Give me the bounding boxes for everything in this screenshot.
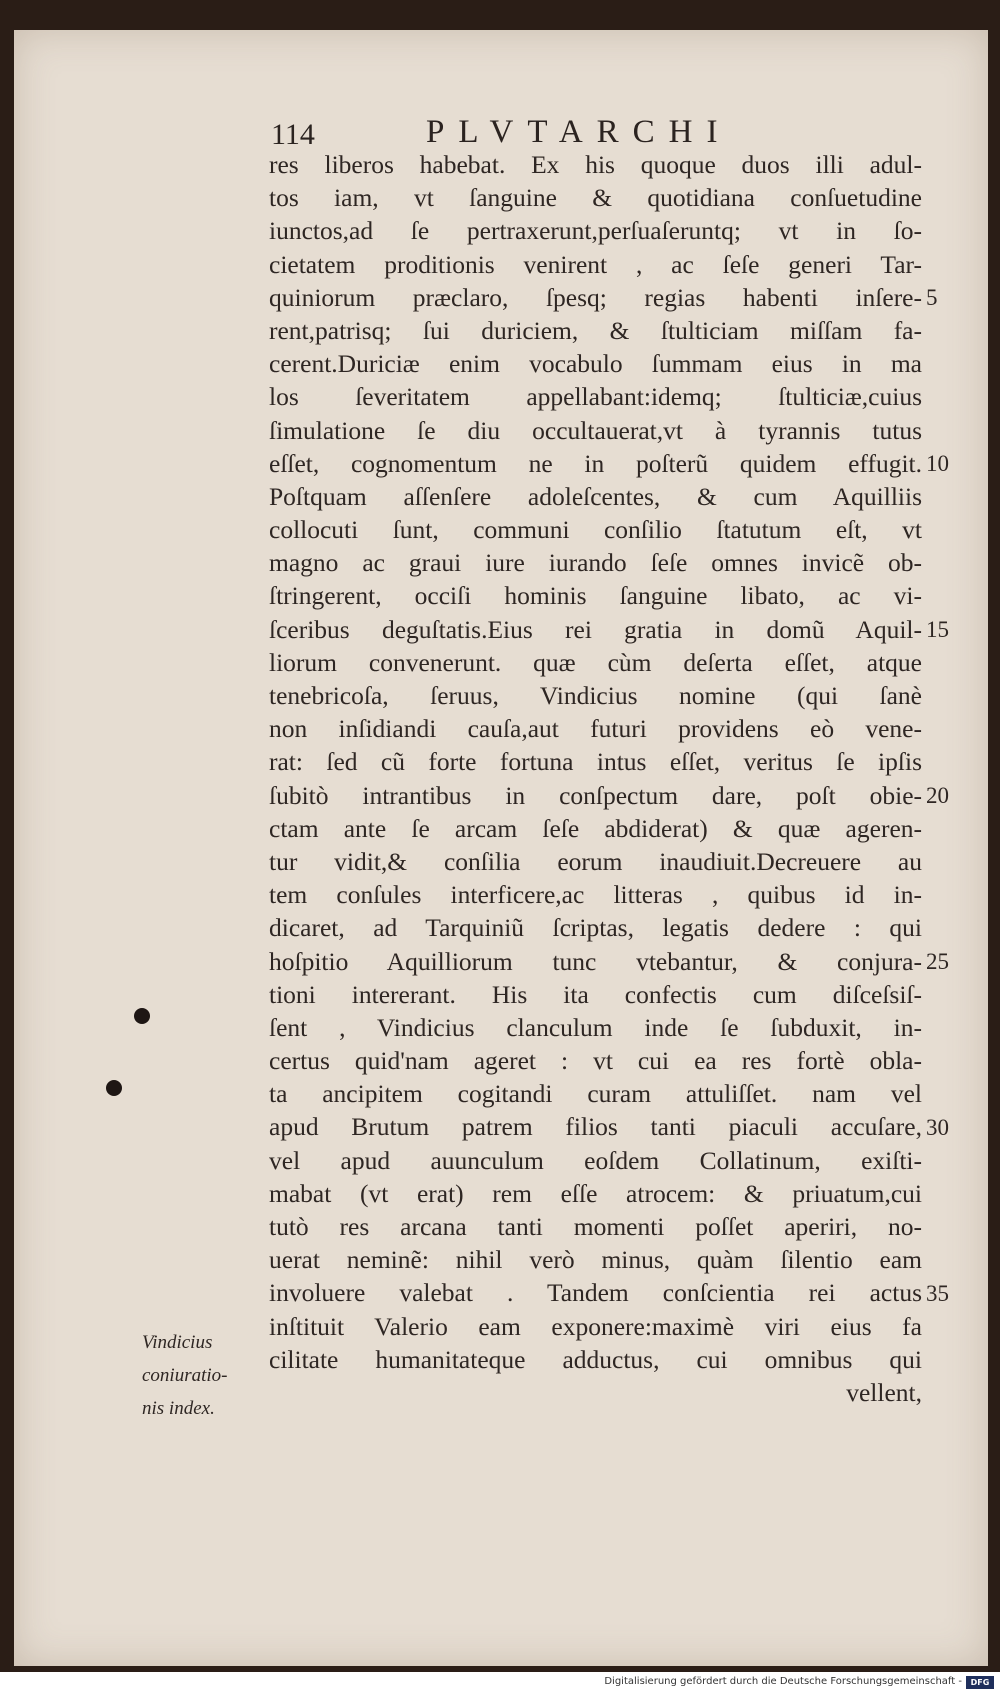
text-line: liorum convenerunt. quæ cùm deſerta eſſet, atque — [269, 647, 922, 677]
text-line: tutò res arcana tanti momenti poſſet aperiri, no- — [269, 1212, 922, 1241]
text-line: ctam ante ſe arcam ſeſe abdiderat) & quæ ageren- — [269, 813, 922, 843]
text-line: tioni intererant. His ita confectis cum diſceſsiſ- — [269, 979, 922, 1009]
text-line: quiniorum præclaro, ſpesq; regias habenti inſere- — [269, 282, 922, 312]
line-number: 10 — [926, 450, 949, 476]
text-line: tem conſules interficere,ac litteras , quibus id in- — [269, 880, 922, 910]
text-line: mabat (vt erat) rem eſſe atrocem: & priuatum,cui — [269, 1178, 922, 1208]
body-text — [269, 148, 922, 1409]
text-line: rat: ſed cũ forte fortuna intus eſſet, veritus ſe ipſis — [269, 747, 922, 777]
text-line: eſſet, cognomentum ne in poſterũ quidem effugit. — [269, 448, 922, 478]
text-line: tur vidit,& conſilia eorum inaudiuit.Decreuere au — [269, 846, 922, 876]
text-line: inſtituit Valerio eam exponere:maximè viri eius fa — [269, 1311, 922, 1341]
text-line: non inſidiandi cauſa,aut futuri providens eò vene- — [269, 714, 922, 744]
text-line: ſubitò intrantibus in conſpectum dare, poſt obie- — [269, 780, 922, 810]
text-line: cilitate humanitateque adductus, cui omnibus qui — [269, 1344, 922, 1374]
digitization-footer — [0, 1672, 1000, 1695]
text-line: los ſeveritatem appellabant:idemq; ſtulticiæ,cuius — [269, 382, 922, 412]
text-line: dicaret, ad Tarquiniũ ſcriptas, legatis dedere : qui — [269, 913, 922, 943]
text-line: vellent, — [846, 1377, 922, 1407]
text-line: apud Brutum patrem filios tanti piaculi accuſare, — [269, 1112, 922, 1142]
ink-blot — [106, 1080, 122, 1096]
dfg-logo: DFG — [966, 1676, 994, 1689]
text-line: tos iam, vt ſanguine & quotidiana conſuetudine — [269, 183, 922, 213]
text-line: cerent.Duriciæ enim vocabulo ſummam eius in ma — [269, 349, 922, 379]
ink-blot — [134, 1008, 150, 1024]
line-number: 35 — [926, 1280, 949, 1306]
text-line: ta ancipitem cogitandi curam attuliſſet. nam vel — [269, 1079, 922, 1109]
text-line: res liberos habebat. Ex his quoque duos illi adul- — [269, 150, 922, 179]
text-line: collocuti ſunt, communi conſilio ſtatutum eſt, vt — [269, 515, 922, 545]
marginal-note-line: coniuratio- — [142, 1365, 228, 1386]
text-line: certus quid'nam ageret : vt cui ea res fortè obla- — [269, 1046, 922, 1076]
footer-credit: Digitalisierung gefördert durch die Deutsche Forschungsgemeinschaft - — [604, 1676, 962, 1687]
marginal-note-line: nis index. — [142, 1398, 215, 1419]
page-number: 114 — [271, 118, 315, 151]
text-line: ſceribus deguſtatis.Eius rei gratia in domũ Aquil- — [269, 614, 922, 644]
line-number: 30 — [926, 1114, 949, 1140]
line-number: 20 — [926, 782, 949, 808]
text-line: involuere valebat . Tandem conſcientia rei actus — [269, 1278, 922, 1308]
book-page — [14, 30, 988, 1666]
text-line: magno ac graui iure iurando ſeſe omnes invicẽ ob- — [269, 548, 922, 578]
text-line: ſent , Vindicius clanculum inde ſe ſubduxit, in- — [269, 1012, 922, 1042]
text-line: hoſpitio Aquilliorum tunc vtebantur, & conjura- — [269, 946, 922, 976]
marginal-note — [142, 1326, 272, 1425]
marginal-note-line: Vindicius — [142, 1332, 213, 1353]
text-line: tenebricoſa, ſeruus, Vindicius nomine (qui ſanè — [269, 681, 922, 710]
line-number: 25 — [926, 948, 949, 974]
text-line: vel apud auunculum eoſdem Collatinum, exiſti- — [269, 1145, 922, 1175]
running-title: PLVTARCHI — [426, 114, 732, 150]
line-number: 15 — [926, 616, 949, 642]
text-line: ſimulatione ſe diu occultauerat,vt à tyrannis tutus — [269, 415, 922, 445]
text-line: Poſtquam aſſenſere adoleſcentes, & cum Aquilliis — [269, 481, 922, 511]
text-line: rent,patrisq; ſui duriciem, & ſtulticiam miſſam fa- — [269, 315, 922, 345]
text-line: iunctos,ad ſe pertraxerunt,perſuaſeruntq; vt in ſo- — [269, 216, 922, 246]
text-line: cietatem proditionis venirent , ac ſeſe generi Tar- — [269, 249, 922, 279]
line-number: 5 — [926, 284, 938, 310]
text-line: ſtringerent, occiſi hominis ſanguine libato, ac vi- — [269, 581, 922, 611]
text-line: uerat neminẽ: nihil verò minus, quàm ſilentio eam — [269, 1245, 922, 1275]
